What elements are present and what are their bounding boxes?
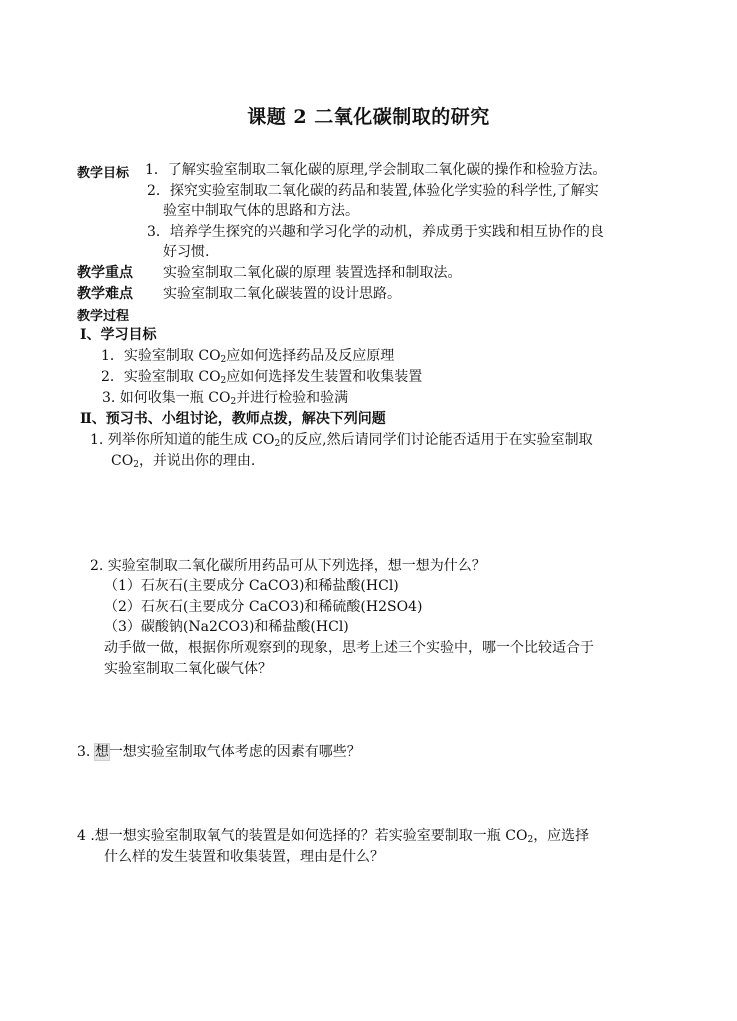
section1-heading: Ⅰ、学习目标 xyxy=(80,327,157,343)
goal-line-2: 2．探究实验室制取二氧化碳的药品和装置,体验化学实验的科学性,了解实 xyxy=(147,183,599,199)
section1-item-3: 3. 如何收集一瓶 $CO_2$并进行检验和验满 xyxy=(102,390,349,407)
question-3-number: 3. xyxy=(77,744,91,760)
goal-line-1: 1．了解实验室制取二氧化碳的原理,学会制取二氧化碳的操作和检验方法。 xyxy=(145,162,607,178)
goal-line-2-cont: 验室中制取气体的思路和方法。 xyxy=(163,203,359,219)
question-3 xyxy=(77,742,361,762)
question-1-line-2: $CO_2$，并说出你的理由. xyxy=(111,453,256,470)
difficulty-text: 实验室制取二氧化碳装置的设计思路。 xyxy=(163,286,401,302)
goal-line-3-cont: 好习惯. xyxy=(163,244,210,260)
question-4-line-2: 什么样的发生装置和收集装置，理由是什么？ xyxy=(104,849,384,865)
key-point-text: 实验室制取二氧化碳的原理 装置选择和制取法。 xyxy=(163,265,462,281)
question-1-line-1: 1. 列举你所知道的能生成 $CO_2$的反应,然后请同学们讨论能否适用于在实验室制取 xyxy=(90,432,593,449)
question-2-option-1: （1）石灰石(主要成分 CaCO3)和稀盐酸(HCl) xyxy=(104,578,399,594)
teaching-goals-label: 教学目标 xyxy=(77,166,130,181)
question-2-option-3: （3）碳酸钠(Na2CO3)和稀盐酸(HCl) xyxy=(104,619,349,635)
question-4-line-1: 4 .想一想实验室制取氧气的装置是如何选择的？若实验室要制取一瓶 $CO_2$，应选择 xyxy=(77,828,590,845)
question-2-line-6: 实验室制取二氧化碳气体？ xyxy=(104,661,272,677)
section2-heading: Ⅱ、预习书、小组讨论，教师点拨，解决下列问题 xyxy=(80,411,386,427)
question-2-line-5: 动手做一做，根据你所观察到的现象，思考上述三个实验中，哪一个比较适合于 xyxy=(104,640,594,656)
process-label: 教学过程 xyxy=(77,309,130,324)
key-point-label: 教学重点 xyxy=(77,265,133,281)
text-cursor-highlight[interactable]: 想 xyxy=(94,744,109,760)
page-title: 课题 2 二氧化碳制取的研究 xyxy=(247,106,490,128)
difficulty-label: 教学难点 xyxy=(77,286,133,302)
question-2-option-2: （2）石灰石(主要成分 CaCO3)和稀硫酸(H2SO4) xyxy=(104,599,423,615)
question-2-line-1: 2. 实验室制取二氧化碳所用药品可从下列选择，想一想为什么？ xyxy=(90,558,486,574)
section1-item-2: 2．实验室制取 $CO_2$应如何选择发生装置和收集装置 xyxy=(101,369,423,386)
question-3-text: 一想实验室制取气体考虑的因素有哪些？ xyxy=(108,744,361,760)
goal-line-3: 3．培养学生探究的兴趣和学习化学的动机，养成勇于实践和相互协作的良 xyxy=(147,224,604,240)
section1-item-1: 1．实验室制取 $CO_2$应如何选择药品及反应原理 xyxy=(101,348,395,365)
